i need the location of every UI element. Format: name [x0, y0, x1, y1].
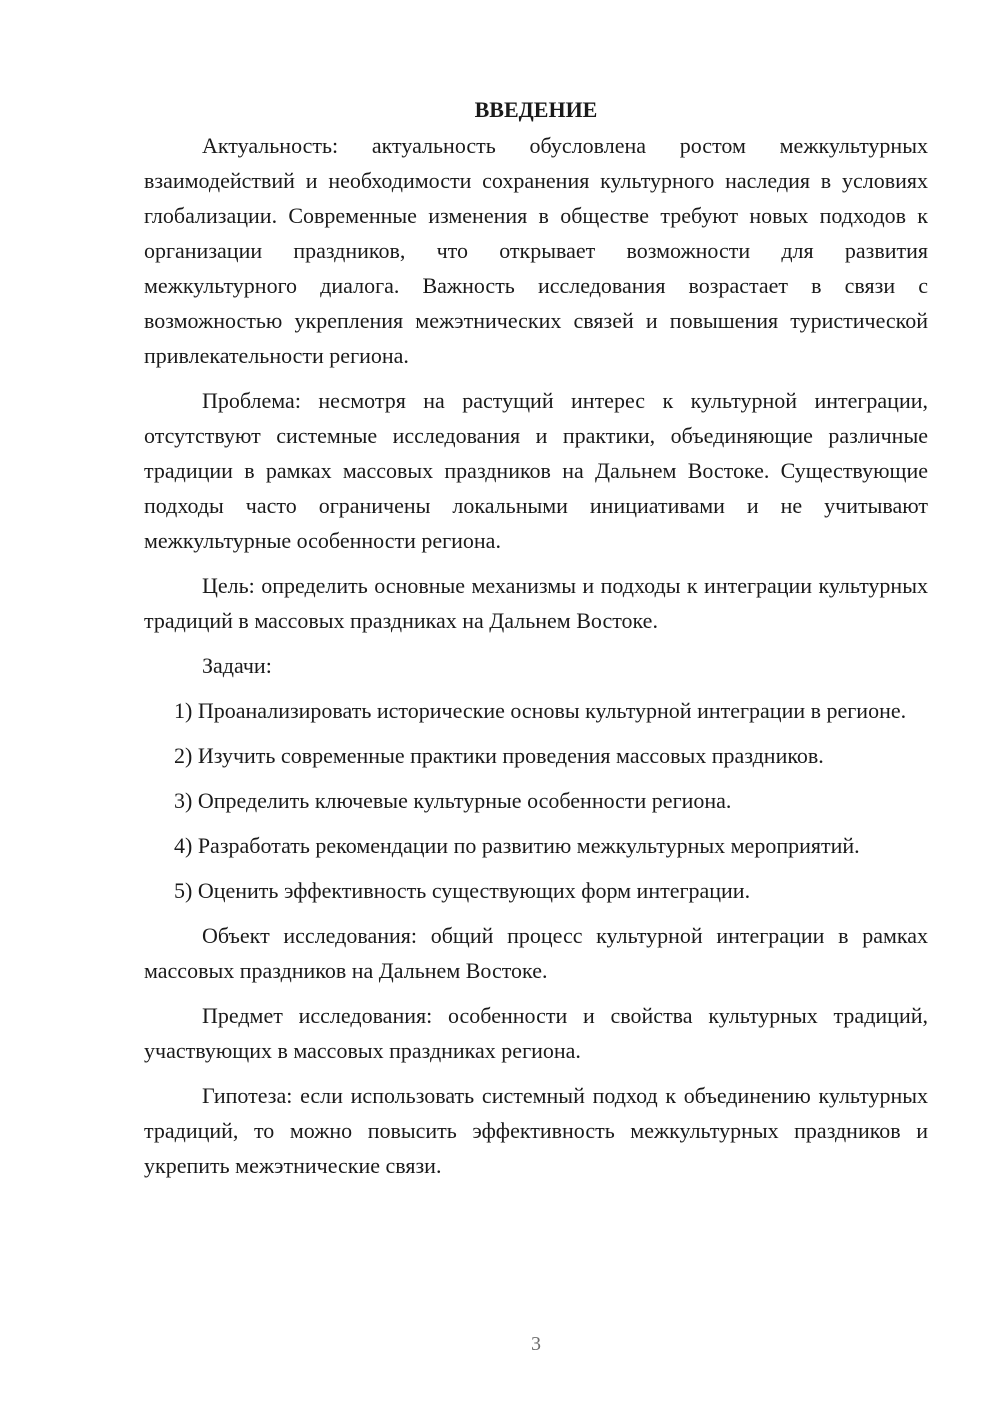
task-item-3: 3) Определить ключевые культурные особенности региона.: [174, 788, 732, 813]
section-title: ВВЕДЕНИЕ: [474, 97, 598, 122]
task-item-5: 5) Оценить эффективность существующих форм интеграции.: [174, 878, 751, 903]
problem-paragraph: Проблема: несмотря на растущий интерес к культурной интеграции, отсутствуют системные исследования и практики, объединяющие различные традиции в рамках массовых праздников на Дальнем Востоке. Существующие подходы часто ограничены локальными инициативами и не учитывают межкультурные особенности региона.: [144, 388, 928, 553]
relevance-paragraph: Актуальность: актуальность обусловлена ростом межкультурных взаимодействий и необходимости сохранения культурного наследия в условиях глобализации. Современные изменения в обществе требуют новых подходов к организации праздников, что открывает возможности для развития межкультурного диалога. Важность исследования возрастает в связи с возможностью укрепления межэтнических связей и повышения туристической привлекательности региона.: [144, 133, 928, 368]
task-item-4: 4) Разработать рекомендации по развитию межкультурных мероприятий.: [174, 833, 860, 858]
tasks-heading: Задачи:: [202, 653, 272, 678]
task-item-1: 1) Проанализировать исторические основы культурной интеграции в регионе.: [174, 698, 907, 723]
subject-paragraph: Предмет исследования: особенности и свойства культурных традиций, участвующих в массовых праздниках региона.: [144, 1003, 928, 1063]
hypothesis-paragraph: Гипотеза: если использовать системный подход к объединению культурных традиций, то можно повысить эффективность межкультурных праздников и укрепить межэтнические связи.: [144, 1083, 928, 1178]
task-item-2: 2) Изучить современные практики проведения массовых праздников.: [174, 743, 824, 768]
goal-paragraph: Цель: определить основные механизмы и подходы к интеграции культурных традиций в массовых праздниках на Дальнем Востоке.: [144, 573, 928, 633]
page-number: 3: [531, 1333, 541, 1355]
document-page: [144, 92, 928, 1183]
object-paragraph: Объект исследования: общий процесс культурной интеграции в рамках массовых праздников на Дальнем Востоке.: [144, 923, 928, 983]
